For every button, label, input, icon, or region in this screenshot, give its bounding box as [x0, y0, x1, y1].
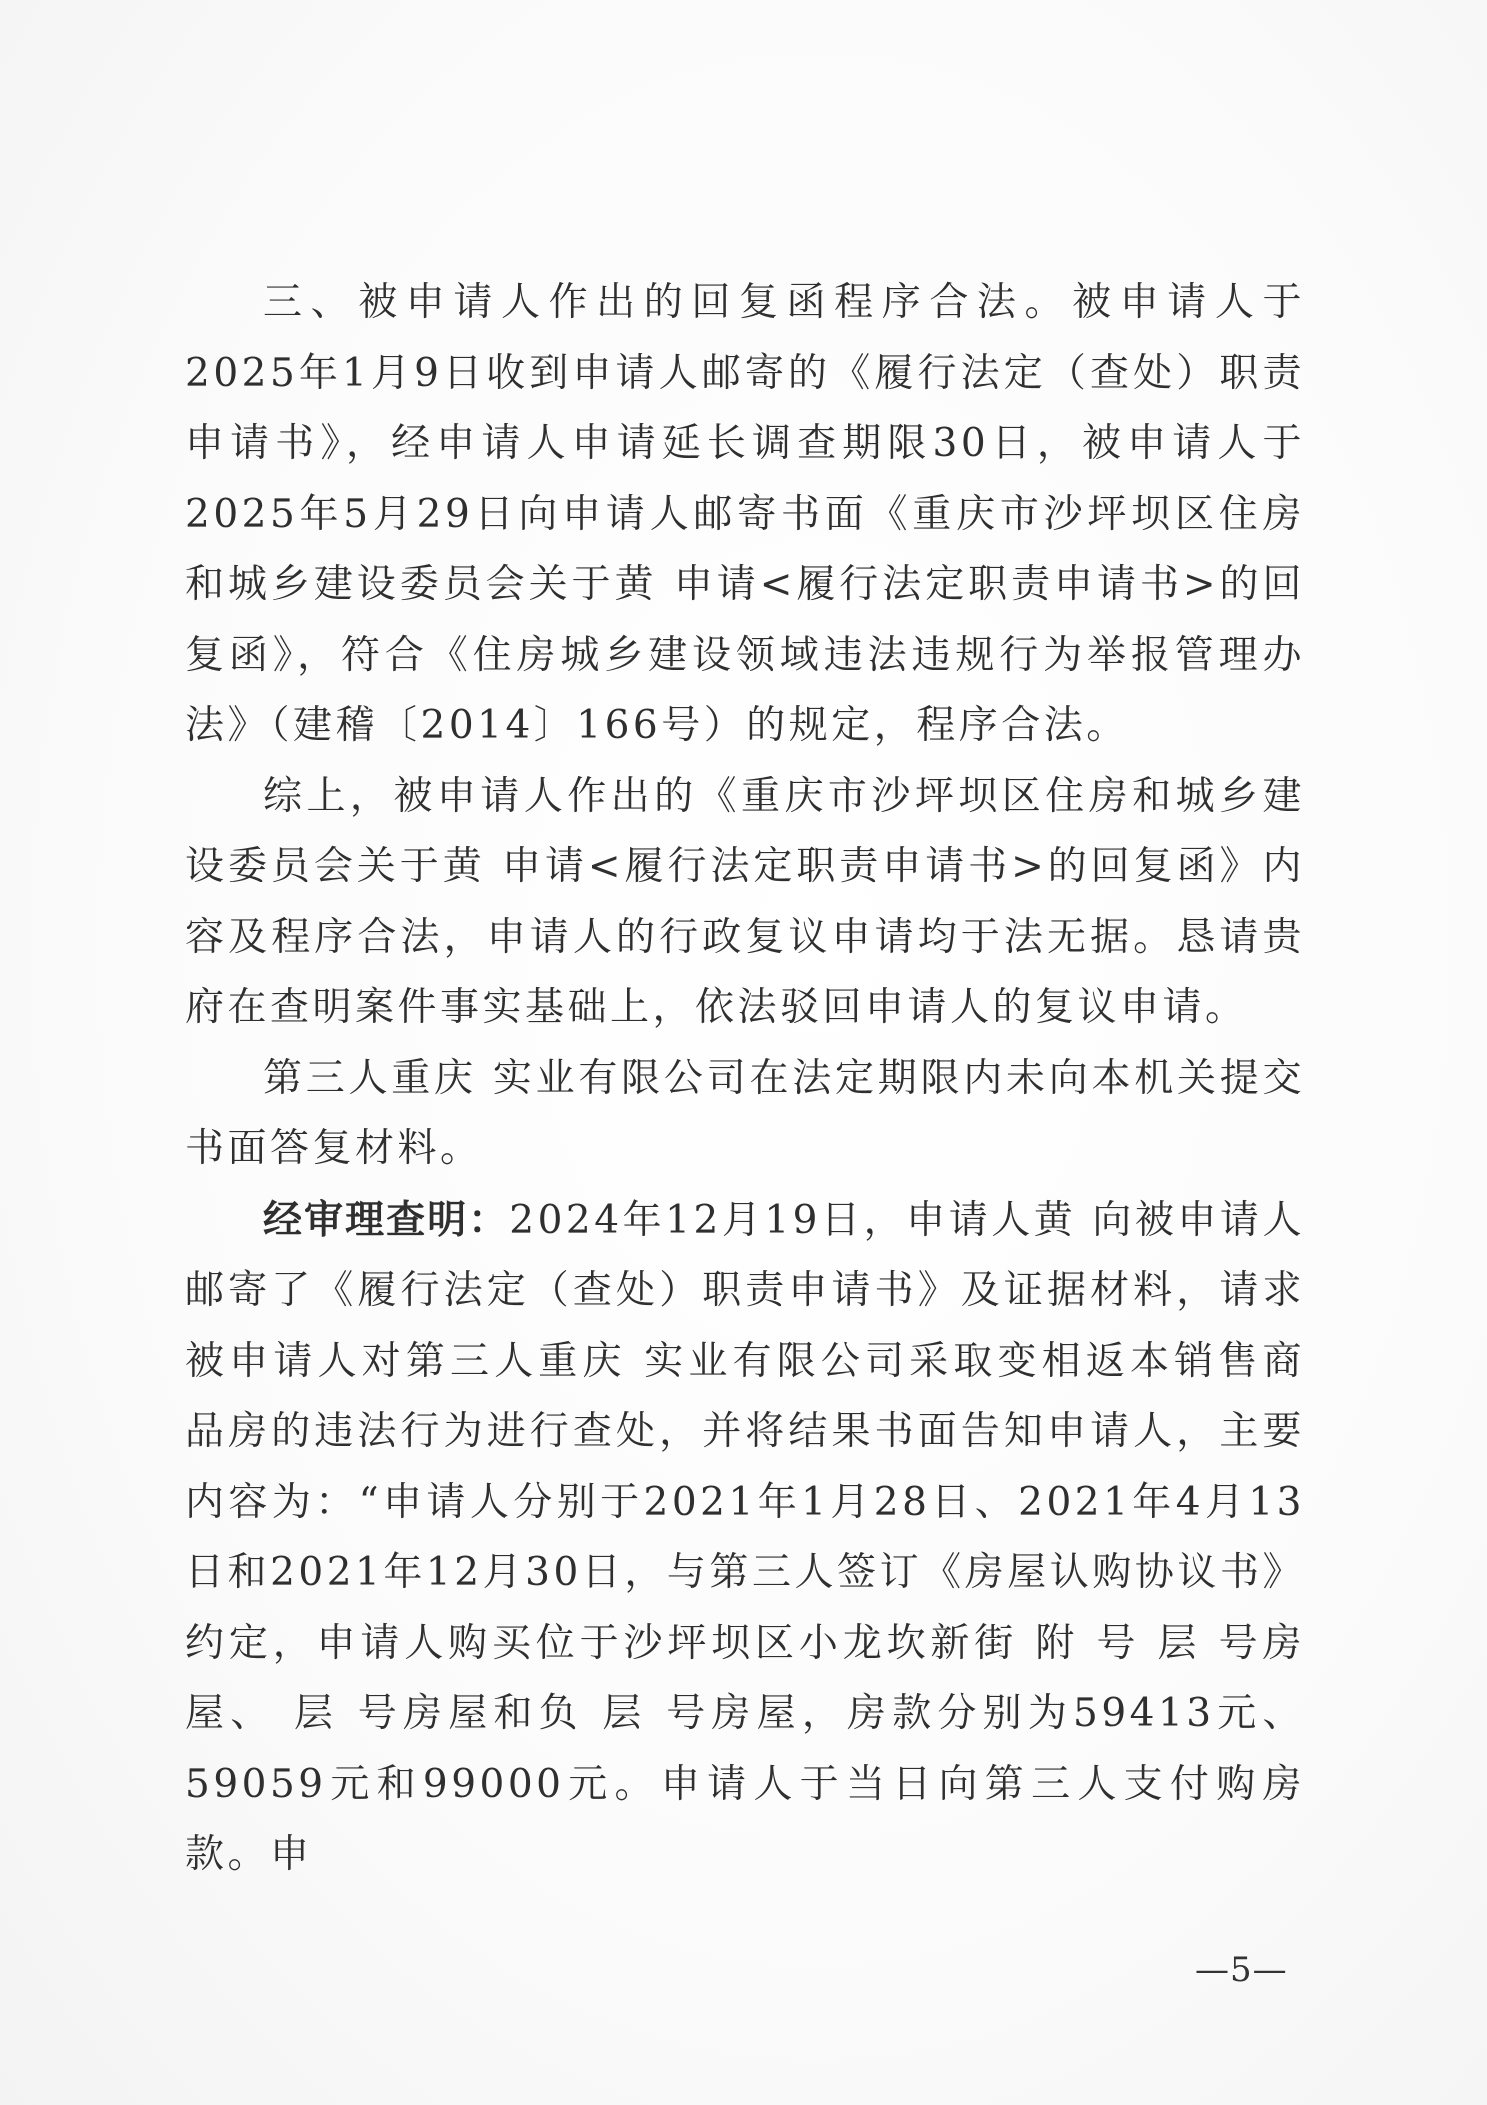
page-number: —5— [1195, 1950, 1288, 1990]
findings-text: 2024年12月19日，申请人黄 向被申请人邮寄了《履行法定（查处）职责申请书》及证据材料，请求被申请人对第三人重庆 实业有限公司采取变相返本销售商品房的违法行为进行查处，并将结果书面告知申请人，主要内容为：“申请人分别于2021年1月28日、2021年4月13日和2021年12月30日，与第三人签订《房屋认购协议书》约定，申请人购买位于沙坪坝区小龙坎新街 附 号 层 号房屋、 层 号房屋和负 层 号房屋，房款分别为59413元、59059元和99000元。申请人于当日向第三人支付购房款。申 [185, 1197, 1305, 1877]
paragraph-procedure-legal: 三、被申请人作出的回复函程序合法。被申请人于2025年1月9日收到申请人邮寄的《履行法定（查处）职责申请书》，经申请人申请延长调查期限30日，被申请人于2025年5月29日向申请人邮寄书面《重庆市沙坪坝区住房和城乡建设委员会关于黄 申请<履行法定职责申请书>的回复函》，符合《住房城乡建设领域违法违规行为举报管理办法》（建稽〔2014〕166号）的规定，程序合法。 [185, 280, 1305, 748]
findings-heading: 经审理查明： [263, 1196, 510, 1243]
document-body [185, 268, 1305, 1891]
paragraph-findings [185, 1185, 1305, 1891]
paragraph-conclusion: 综上，被申请人作出的《重庆市沙坪坝区住房和城乡建设委员会关于黄 申请<履行法定职责申请书>的回复函》内容及程序合法，申请人的行政复议申请均于法无据。恳请贵府在查明案件事实基础上，依法驳回申请人的复议申请。 [185, 773, 1305, 1030]
paragraph-third-party: 第三人重庆 实业有限公司在法定期限内未向本机关提交书面答复材料。 [185, 1055, 1305, 1171]
